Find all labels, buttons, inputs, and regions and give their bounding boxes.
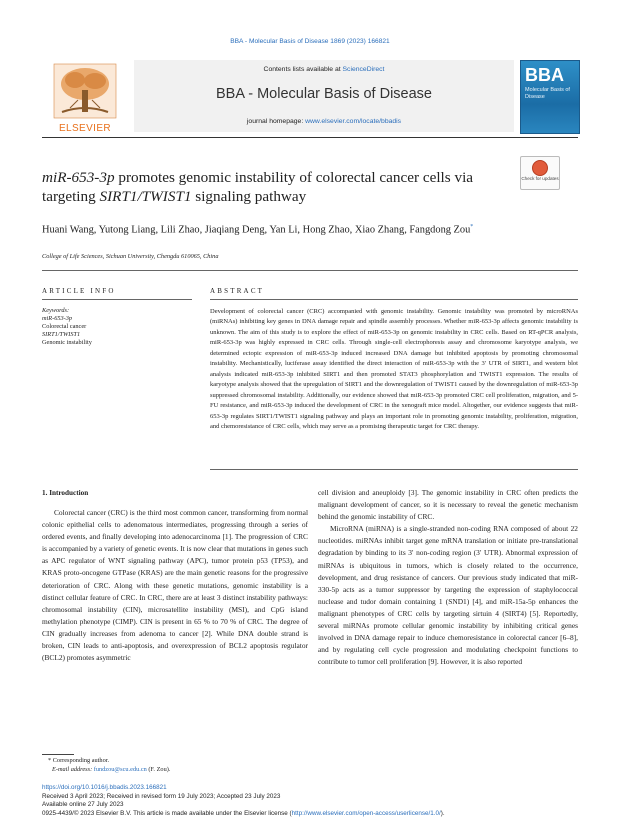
email-link[interactable]: fundzou@scu.edu.cn: [93, 765, 147, 773]
article-title: [42, 168, 492, 206]
title-text: promotes genomic instability of colorectal cancer cells via targeting: [42, 169, 474, 205]
elsevier-tree-logo: [42, 60, 128, 132]
homepage-prefix: journal homepage:: [246, 118, 306, 125]
keyword-item: miR-653-3p: [42, 314, 73, 322]
title-gene: miR-653-3p: [42, 169, 115, 186]
abstract-bottom-rule: [210, 469, 578, 470]
homepage-line: [134, 118, 514, 125]
email-label: E-mail address:: [52, 765, 94, 773]
cover-subtitle: Molecular Basis of Disease: [525, 87, 570, 100]
license-link[interactable]: http://www.elsevier.com/open-access/userlicense/1.0/: [291, 809, 441, 817]
title-text-end: signaling pathway: [191, 188, 307, 205]
license-suffix: ).: [440, 809, 445, 817]
check-updates-icon: [532, 160, 548, 176]
journal-cover-image: [520, 60, 580, 134]
email-line: [42, 766, 342, 775]
footnote-rule: [42, 754, 74, 755]
publisher-name: ELSEVIER: [58, 123, 112, 134]
article-info-heading: ARTICLE INFO: [42, 287, 116, 295]
doi-link[interactable]: https://doi.org/10.1016/j.bbadis.2023.166821: [42, 784, 167, 791]
keyword-item: Colorectal cancer: [42, 322, 87, 330]
introduction-heading: 1. Introduction: [42, 489, 89, 497]
footnote: [42, 757, 342, 774]
abstract-rule: [210, 299, 578, 300]
contents-prefix: Contents lists available at: [263, 66, 343, 73]
available-online: Available online 27 July 2023: [42, 801, 124, 809]
keyword-item: SIRT1/TWIST1: [42, 330, 81, 338]
contents-line: [134, 66, 514, 73]
intro-column-left: Colorectal cancer (CRC) is the third most common cancer, transforming from normal colonic epithelial cells to adenomatous intermediates, progressing through a series of ordered events, and finally developing into adenocarcinoma [1]. The progression of CRC is accompanied by a variety of genetic events. It is now clear that mutations in genes such as APC regulator of WNT signaling pathway (APC), tumor protein p53 (TP53), and KRAS proto-oncogene GTPase (KRAS) are the main genetic reasons for the progressive deterioration of CRC. Along with these genetic mutations, genomic instability is a distinct cellular feature of CRC. In CRC, there are at least 3 distinct instability pathways: chromosomal instability (CIN), microsatellite instability (MSI), and CpG island methylation phenotype (CIMP). CIN is present in 65 % to 70 % of CRC. The degree of CIN gradually increases from adenoma to cancer [2]. While DNA double strand is broken, CIN leads to anti-apoptosis, and overexpression of BCL2 apoptosis regulator (BCL2) promotes asymmetric: [42, 508, 308, 663]
abstract-text: Development of colorectal cancer (CRC) accompanied with genomic instability. Genomic instability was promoted by microRNAs (miRNAs) inhibiting key genes in DNA damage repair and spindle assembly processes. Whether miR-653-3p affects genomic instability is unknown. The aim of this study is to explore the effect of miR-653-3p on genomic instability in CRC cells. Based on RT-qPCR analysis, miR-653-3p was highly expressed in CRC cells. Through single-cell electrophoresis assay and chromosome karyotype analysis, we determined ectopic expression of miR-653-3p induced increased DNA damage but inhibited apoptosis by promoting chromosomal instability. Mechanistically, luciferase assay identified the direct interaction of miR-653-3p with the 3′ UTR of SIRT1, and western blot analysis indicated miR-653-3p inhibited SIRT1 and then promoted STAT3 phosphorylation and TWIST1 expression. The results of karyotype analysis showed that the upregulation of SIRT1 and the downregulation of TWIST1 caused by the downregulation of miR-653-3p suppressed chromosomal instability. Additionally, our evidence showed that miR-653-3p promoted CRC cell proliferation, migration, and 5-FU resistance, and miR-653-3p induced the development of CRC in the xenograft mice model. Altogether, our evidence suggests that miR-653-3p regulates SIRT1/TWIST1 signaling pathway and plays an important role in promoting genomic instability, proliferation, migration, and chemoresistance of CRC cells, which may serve as a promising therapeutic target for CRC therapy.: [210, 308, 578, 430]
affiliation: College of Life Sciences, Sichuan University, Chengdu 610065, China: [42, 253, 219, 260]
journal-masthead: [42, 60, 578, 135]
keywords-block: [42, 307, 192, 347]
license-prefix: 0925-4439/© 2023 Elsevier B.V. This article is made available under the Elsevier license (: [42, 809, 292, 817]
check-for-updates-button[interactable]: [520, 156, 560, 190]
history-dates: Received 3 April 2023; Received in revised form 19 July 2023; Accepted 23 July 2023: [42, 792, 281, 800]
email-suffix: (F. Zou).: [146, 765, 171, 773]
journal-info-box: [134, 60, 514, 132]
check-updates-label: Check for updates: [521, 176, 559, 181]
intro-paragraph: MicroRNA (miRNA) is a single-stranded non-coding RNA composed of about 22 nucleotides. miRNAs inhibit target gene mRNA translation or initiate pre-translational degradation by binding to its 3′ non-coding region (3′ UTR). Abnormal expression of miRNAs is ubiquitous in tumors, which is closely related to the occurrence, development, and drug resistance of cancers. Our previous study indicated that miR-330-5p acts as a tumor suppressor by targeting the expression of staphylococcal nuclease and tudor domain containing 1 (SND1) [4], and miR-15a-5p enhances the malignant phenotypes of CRC cells by targeting sirtuin 4 (SIRT4) [5]. Reportedly, several miRNAs promote cellular genomic instability by inhibiting critical genes involved in DNA damage repair to induce chemoresistance in colorectal cancer [6–8], and by regulating cell cycle progression and modulating checkpoint functions to contribute to tumor cell proliferation [9]. However, it is also reported: [318, 524, 578, 667]
running-header: BBA - Molecular Basis of Disease 1869 (2023) 166821: [230, 38, 390, 45]
front-matter-rule: [42, 270, 578, 271]
keywords-label: Keywords:: [42, 307, 70, 314]
masthead-rule: [42, 137, 578, 138]
sciencedirect-link[interactable]: ScienceDirect: [342, 66, 385, 73]
cover-title: BBA: [525, 65, 564, 85]
homepage-link[interactable]: www.elsevier.com/locate/bbadis: [305, 118, 402, 125]
title-pathway: SIRT1/TWIST1: [99, 188, 192, 205]
corresponding-author-note: * Corresponding author.: [48, 757, 110, 764]
authors-text: Huani Wang, Yutong Liang, Lili Zhao, Jiaqiang Deng, Yan Li, Hong Zhao, Xiao Zhang, Fangdong Zou: [42, 224, 471, 236]
article-info-rule: [42, 299, 192, 300]
license-line: [42, 810, 578, 819]
abstract-heading: ABSTRACT: [210, 287, 265, 295]
intro-paragraph: cell division and aneuploidy [3]. The genomic instability in CRC often predicts the malignant development of cancer, so it is necessary to reveal the genetic mechanism behind the genomic instability of CRC.: [318, 488, 578, 522]
keyword-item: Genomic instability: [42, 338, 92, 346]
corresponding-author-mark[interactable]: *: [470, 224, 474, 230]
journal-name: BBA - Molecular Basis of Disease: [216, 86, 432, 102]
intro-column-right: [318, 487, 578, 668]
author-list: [42, 220, 482, 237]
publication-info: [42, 784, 578, 818]
